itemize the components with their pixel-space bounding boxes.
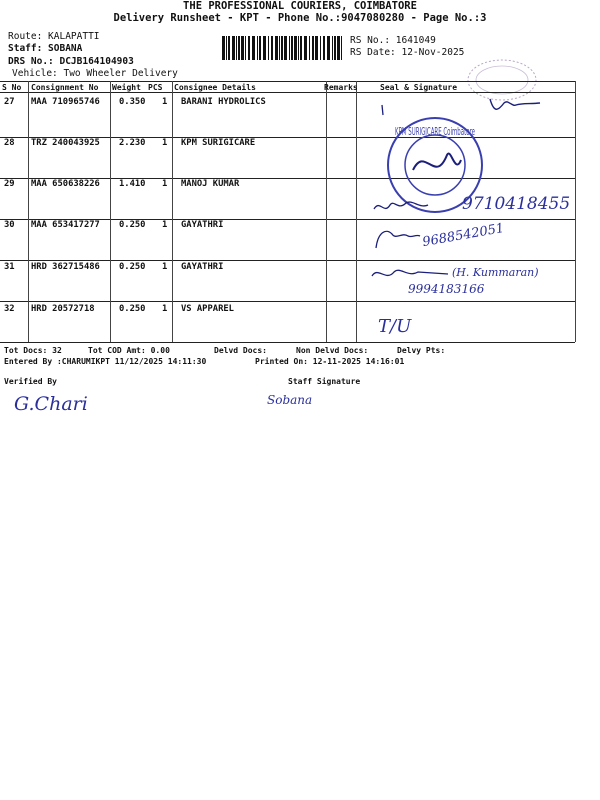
col-header-seal: Seal & Signature: [380, 83, 458, 92]
row-consignment: HRD 362715486: [31, 262, 100, 272]
barcode-bar: [257, 36, 258, 60]
row-consignee: BARANI HYDROLICS: [181, 97, 266, 107]
rs-number: RS No.: 1641049: [350, 35, 436, 46]
row-consignee: VS APPAREL: [181, 304, 234, 314]
row-consignment: HRD 20572718: [31, 304, 95, 314]
row30-phone: 9688542051: [421, 220, 506, 251]
barcode-bar: [263, 36, 266, 60]
row30-signature: [372, 222, 422, 252]
drs-number: DRS No.: DCJB164104903: [8, 56, 134, 67]
rs-date: RS Date: 12-Nov-2025: [350, 47, 465, 58]
row-consignment: MAA 710965746: [31, 97, 100, 107]
barcode-bar: [294, 36, 297, 60]
row-weight: 0.250: [119, 262, 146, 272]
barcode-image: [222, 36, 346, 60]
row-sno: 27: [4, 97, 15, 107]
barcode-bar: [222, 36, 225, 60]
col-header-consignee: Consignee Details: [174, 83, 256, 92]
barcode-bar: [289, 36, 290, 60]
barcode-bar: [284, 36, 287, 60]
barcode-bar: [238, 36, 240, 60]
row29-signature: [372, 195, 462, 217]
barcode-bar: [323, 36, 325, 60]
total-docs: Tot Docs: 32: [4, 346, 62, 355]
seal-text: KPM SURIGICARE Coimbatore: [395, 125, 476, 138]
total-cod: Tot COD Amt: 0.00: [88, 346, 170, 355]
row32-mark: T/U: [378, 316, 412, 337]
printed-on: Printed On: 12-11-2025 14:16:01: [255, 357, 405, 366]
col-header-pcs: PCS: [148, 83, 163, 92]
col-header-weight: Weight: [112, 83, 141, 92]
row-pcs: 1: [162, 304, 168, 314]
row-consignment: MAA 653417277: [31, 220, 100, 230]
barcode-bar: [248, 36, 250, 60]
route-label: Route: KALAPATTI: [8, 31, 100, 42]
barcode-bar: [279, 36, 280, 60]
verified-by-label: Verified By: [4, 377, 57, 386]
row-pcs: 1: [162, 179, 168, 189]
barcode-bar: [228, 36, 230, 60]
barcode-bar: [298, 36, 299, 60]
barcode-bar: [252, 36, 255, 60]
row-sno: 29: [4, 179, 15, 189]
row-pcs: 1: [162, 262, 168, 272]
barcode-bar: [236, 36, 237, 60]
verifier-signature: G.Chari: [14, 393, 88, 415]
row-weight: 0.250: [119, 304, 146, 314]
row-sno: 31: [4, 262, 15, 272]
barcode-bar: [275, 36, 278, 60]
barcode-bar: [281, 36, 283, 60]
row31-signature: [368, 264, 452, 284]
row-sno: 28: [4, 138, 15, 148]
row-pcs: 1: [162, 97, 168, 107]
barcode-bar: [320, 36, 321, 60]
col-header-sno: S No: [2, 83, 22, 92]
staff-signature-label: Staff Signature: [288, 377, 361, 386]
non-delivered-docs: Non Delvd Docs:: [296, 346, 369, 355]
row-sno: 32: [4, 304, 15, 314]
delivery-points: Delvy Pts:: [397, 346, 446, 355]
row31-phone: 9994183166: [408, 282, 485, 296]
row29-phone: 9710418455: [462, 194, 571, 214]
barcode-bar: [341, 36, 342, 60]
row-consignment: TRZ 240043925: [31, 138, 100, 148]
row-weight: 2.230: [119, 138, 146, 148]
entered-by: Entered By :CHARUMIKPT 11/12/2025 14:11:30: [4, 357, 207, 366]
barcode-bar: [241, 36, 244, 60]
barcode-bar: [309, 36, 310, 60]
barcode-bar: [332, 36, 333, 60]
staff-label: Staff: SOBANA: [8, 43, 83, 54]
col-header-consignment: Consignment No: [31, 83, 99, 92]
barcode-bar: [334, 36, 336, 60]
company-title: THE PROFESSIONAL COURIERS, COIMBATORE: [183, 0, 417, 12]
row-consignee: GAYATHRI: [181, 262, 224, 272]
barcode-bar: [312, 36, 314, 60]
row-weight: 0.250: [119, 220, 146, 230]
row-consignment: MAA 650638226: [31, 179, 100, 189]
barcode-bar: [315, 36, 318, 60]
barcode-bar: [291, 36, 293, 60]
row-consignee: GAYATHRI: [181, 220, 224, 230]
col-header-remarks: Remarks: [324, 83, 358, 92]
row-pcs: 1: [162, 138, 168, 148]
vehicle-label: Vehicle: Two Wheeler Delivery: [12, 68, 178, 79]
barcode-bar: [268, 36, 269, 60]
delivered-docs: Delvd Docs:: [214, 346, 267, 355]
barcode-bar: [327, 36, 330, 60]
barcode-bar: [259, 36, 261, 60]
barcode-bar: [304, 36, 307, 60]
barcode-bar: [300, 36, 302, 60]
row-consignee: MANOJ KUMAR: [181, 179, 240, 189]
row-consignee: KPM SURIGICARE: [181, 138, 256, 148]
barcode-bar: [226, 36, 227, 60]
staff-handwritten-signature: Sobana: [267, 393, 313, 407]
runsheet-subtitle: Delivery Runsheet - KPT - Phone No.:9047080280 - Page No.:3: [113, 12, 487, 24]
barcode-bar: [271, 36, 273, 60]
barcode-bar: [232, 36, 235, 60]
row-weight: 0.350: [119, 97, 146, 107]
barcode-bar: [337, 36, 340, 60]
row-pcs: 1: [162, 220, 168, 230]
row31-name: (H. Kummaran): [452, 266, 539, 279]
row-weight: 1.410: [119, 179, 146, 189]
barcode-bar: [245, 36, 246, 60]
row-sno: 30: [4, 220, 15, 230]
